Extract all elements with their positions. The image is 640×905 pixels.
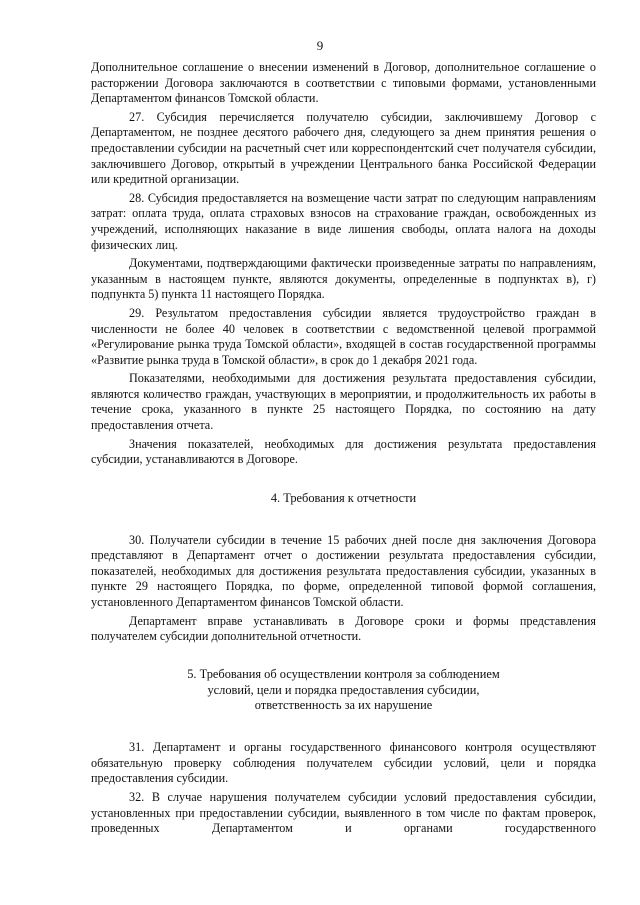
paragraph-31: 31. Департамент и органы государственного финансового контроля осуществляют обязательную проверку соблюдения получателем субсидии условий, цели и порядка предоставления субсидии.: [91, 740, 596, 786]
paragraph-27: 27. Субсидия перечисляется получателю субсидии, заключившему Договор с Департаментом, не позднее десятого рабочего дня, следующего за днем принятия решения о предоставлении субсидии на расчетный счет или корреспондентский счет получателя субсидии, заключившего Договор, открытый в учреждении Центрального банка Российской Федерации или кредитной организации.: [91, 109, 596, 187]
section-5-heading-line: условий, цели и порядка предоставления субсидии,: [207, 682, 480, 697]
paragraph-29-indicators: Показателями, необходимыми для достижения результата предоставления субсидии, являются количество граждан, участвующих в мероприятии, и продолжительность их работы в течение срока, указанного в пункте 25 настоящего Порядка, по состоянию на дату предоставления отчета.: [91, 371, 596, 433]
paragraph-32: 32. В случае нарушения получателем субсидии условий предоставления субсидии, установленных при предоставлении субсидии, выявленного в том числе по фактам проверок, проведенных Департаментом и органами государственного: [91, 789, 596, 836]
section-5-heading-line: ответственность за их нарушение: [254, 698, 433, 713]
paragraph-28: 28. Субсидия предоставляется на возмещение части затрат по следующим направлениям затрат: оплата труда, оплата страховых взносов на страхование граждан, освобожденных из учреждений, исполняющих наказание в виде лишения свободы, оплата налога на доходы физических лиц.: [91, 190, 596, 252]
document-body: [91, 60, 596, 840]
section-5-heading-line: 5. Требования об осуществлении контроля за соблюдением: [187, 666, 500, 681]
page-number: 9: [316, 38, 324, 53]
section-4-heading: 4. Требования к отчетности: [270, 490, 417, 505]
paragraph-30-additional: Департамент вправе устанавливать в Договоре сроки и формы представления получателем субсидии дополнительной отчетности.: [91, 613, 596, 644]
paragraph-29: 29. Результатом предоставления субсидии является трудоустройство граждан в численности не более 40 человек в соответствии с ведомственной целевой программой «Регулирование рынка труда Томской области», входящей в состав государственной программы «Развитие рынка труда в Томской области», в срок до 1 декабря 2021 года.: [91, 305, 596, 367]
paragraph-30: 30. Получатели субсидии в течение 15 рабочих дней после дня заключения Договора представляют в Департамент отчет о достижении результата предоставления субсидии, показателей, необходимых для достижения результата предоставления субсидии, указанных в пункте 29 настоящего Порядка, по форме, определенной типовой формой соглашения, установленного Департаментом финансов Томской области.: [91, 532, 596, 610]
section-5-heading: [91, 667, 596, 714]
paragraph-29-values: Значения показателей, необходимых для достижения результата предоставления субсидии, устанавливаются в Договоре.: [91, 436, 596, 467]
paragraph-additional-agreement: Дополнительное соглашение о внесении изменений в Договор, дополнительное соглашение о расторжении Договора заключаются в соответствии с типовыми формами, установленными Департаментом финансов Томской области.: [91, 60, 596, 106]
paragraph-28-documents: Документами, подтверждающими фактически произведенные затраты по направлениям, указанным в настоящем пункте, являются документы, определенные в подпунктах в), г) подпункта 5) пункта 11 настоящего Порядка.: [91, 256, 596, 302]
